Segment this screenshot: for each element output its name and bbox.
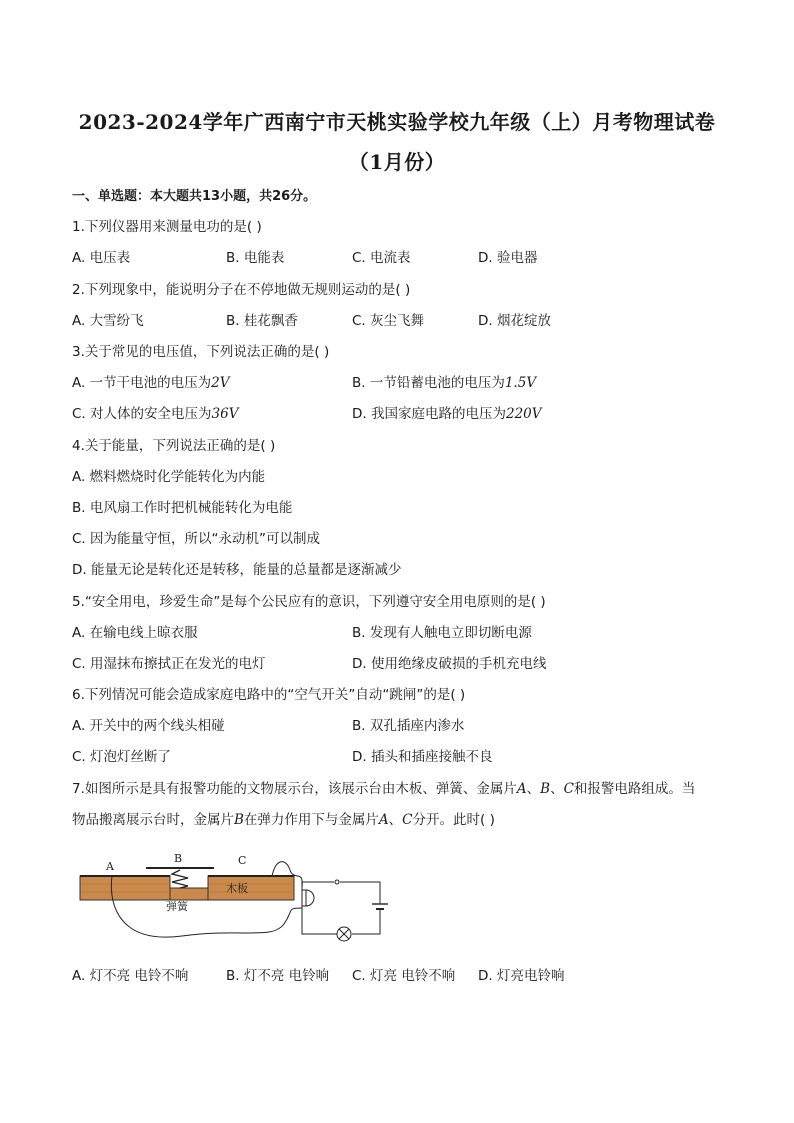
figure-label-a: A (106, 860, 114, 873)
q7-option-b: B. 灯不亮 电铃响 (226, 968, 330, 984)
bell (306, 890, 314, 906)
q6-option-d: D. 插头和插座接触不良 (352, 749, 493, 765)
question-7-stem-line2: 物品搬离展示台时，金属片B在弹力作用下与金属片A、C分开。此时( ) (72, 812, 495, 828)
q1-option-d: D. 验电器 (478, 250, 538, 266)
q4-option-b: B. 电风扇工作时把机械能转化为电能 (72, 500, 293, 516)
question-4-stem: 4.关于能量，下列说法正确的是( ) (72, 438, 276, 454)
exam-title: 2023-2024学年广西南宁市天桃实验学校九年级（上）月考物理试卷 (78, 110, 716, 134)
q6-option-b: B. 双孔插座内渗水 (352, 718, 465, 734)
q3-option-c: C. 对人体的安全电压为36V (72, 406, 239, 422)
question-1-stem: 1.下列仪器用来测量电功的是( ) (72, 219, 262, 235)
wood-board-right (208, 876, 294, 900)
junction (335, 880, 339, 884)
figure-label-c: C (238, 854, 247, 867)
wood-board (80, 876, 170, 900)
q3-option-b: B. 一节铅蓄电池的电压为1.5V (352, 375, 537, 391)
q1-option-c: C. 电流表 (352, 250, 411, 266)
figure-label-spring: 弹簧 (166, 900, 188, 913)
question-3-stem: 3.关于常见的电压值，下列说法正确的是( ) (72, 344, 330, 360)
q5-option-b: B. 发现有人触电立即切断电源 (352, 625, 532, 641)
q6-option-c: C. 灯泡灯丝断了 (72, 749, 172, 765)
q1-option-a: A. 电压表 (72, 250, 131, 266)
circuit-wire-bottom (302, 908, 337, 934)
q2-option-c: C. 灰尘飞舞 (352, 313, 425, 329)
question-7-stem-line1: 7.如图所示是具有报警功能的文物展示台，该展示台由木板、弹簧、金属片A、B、C和报警电路组成。当 (72, 781, 696, 797)
wood-recess (170, 888, 208, 900)
question-5-stem: 5.“安全用电，珍爱生命”是每个公民应有的意识，下列遵守安全用电原则的是( ) (72, 594, 546, 610)
q7-option-c: C. 灯亮 电铃不响 (352, 968, 456, 984)
spring (172, 870, 188, 888)
q1-option-b: B. 电能表 (226, 250, 285, 266)
q5-option-a: A. 在输电线上晾衣服 (72, 625, 198, 641)
circuit-wire (302, 882, 334, 888)
figure-label-board: 木板 (226, 882, 248, 895)
q2-option-a: A. 大雪纷飞 (72, 313, 144, 329)
figure-label-b: B (174, 852, 183, 865)
question-2-stem: 2.下列现象中，能说明分子在不停地做无规则运动的是( ) (72, 282, 411, 298)
q7-option-a: A. 灯不亮 电铃不响 (72, 968, 189, 984)
q4-option-a: A. 燃料燃烧时化学能转化为内能 (72, 469, 266, 485)
circuit-wire-top (340, 882, 380, 904)
q7-option-d: D. 灯亮电铃响 (478, 968, 565, 984)
q6-option-a: A. 开关中的两个线头相碰 (72, 718, 225, 734)
q5-option-c: C. 用湿抹布擦拭正在发光的电灯 (72, 656, 266, 672)
question-6-stem: 6.下列情况可能会造成家庭电路中的“空气开关”自动“跳闸”的是( ) (72, 687, 466, 703)
q4-option-c: C. 因为能量守恒，所以“永动机”可以制成 (72, 531, 320, 547)
exam-subtitle: （1月份） (348, 150, 446, 174)
q2-option-d: D. 烟花绽放 (478, 313, 551, 329)
section-heading: 一、单选题：本大题共13小题，共26分。 (72, 189, 317, 204)
q3-option-a: A. 一节干电池的电压为2V (72, 375, 230, 391)
q5-option-d: D. 使用绝缘皮破损的手机充电线 (352, 656, 547, 672)
q3-option-d: D. 我国家庭电路的电压为220V (352, 406, 542, 422)
display-stand-circuit-figure (72, 848, 392, 948)
circuit-wire-right (352, 909, 380, 934)
q2-option-b: B. 桂花飘香 (226, 313, 298, 329)
q4-option-d: D. 能量无论是转化还是转移，能量的总量都是逐渐减少 (72, 562, 402, 578)
